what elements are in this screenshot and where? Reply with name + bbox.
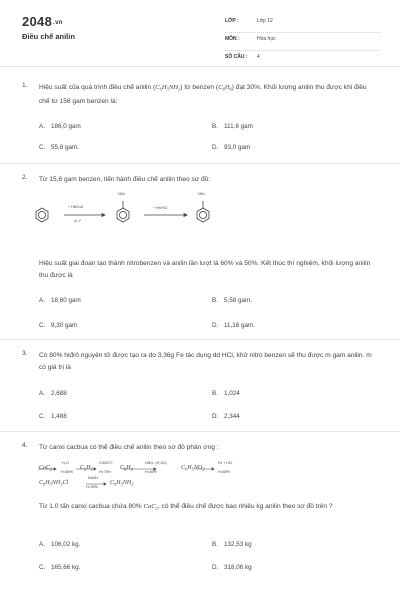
question-number: 4. [22,442,28,449]
question-text-continued: Từ 1,0 tấn canxi cacbua chứa 80% CaC$_2$, có thể điều chế được bao nhiêu kg anilin theo sơ đồ trên ? [39,503,333,511]
nitro-group-label: NO2 [118,192,126,196]
question-separator [0,339,400,340]
option-d[interactable]: D. 2,344 [212,413,240,420]
meta-value: Hóa học [257,36,276,42]
question-text: Hiệu suất của quá trình điều chế anilin $(C_6H_5NH_2)$ từ benzen $(C_6H_6)$ đạt 30%. Khối lượng anilin thu được khi điều chế từ 156 gam benzen là: [39,84,367,105]
meta-row-class [225,15,380,33]
header-divider [0,66,400,67]
document-title: Điều chế anilin [22,32,75,41]
step2-reagent: + Fe/HCl [153,206,168,210]
question-separator [0,163,400,164]
question-number: 2. [22,174,28,181]
option-a[interactable]: A. 106,02 kg. [39,541,81,548]
question-text: Từ 15,6 gam benzen, tiến hành điều chế anilin theo sơ đồ: [39,176,211,183]
option-a[interactable]: A. 2,688 [39,390,67,397]
meta-label: SỐ CÂU : [225,54,248,60]
option-b[interactable]: B. 111,6 gam [212,123,253,130]
meta-label: MÔN : [225,36,240,42]
option-b[interactable]: B. 1,024 [212,390,240,397]
option-d[interactable]: D. 93,0 gam [212,144,251,151]
step1-reagent: + HNO3đ [68,205,83,209]
meta-row-subject [225,33,380,51]
option-c[interactable]: C. 9,30 gam [39,322,78,329]
meta-panel [225,15,380,68]
option-b[interactable]: B. 5,58 gam. [212,297,253,304]
option-b[interactable]: B. 132,53 kg [212,541,252,548]
meta-value: Lớp 12 [257,18,273,24]
question-number: 3. [22,350,28,357]
option-c[interactable]: C. 55,8 gam. [39,144,80,151]
option-a[interactable]: A. 18,60 gam [39,297,81,304]
benzene-to-aniline-scheme [22,190,212,232]
question-separator [0,431,400,432]
question-number: 1. [22,82,28,89]
nitrobenzene-ring-icon [117,208,129,222]
option-a[interactable]: A. 186,0 gam [39,123,81,130]
amino-group-label: NH2 [198,192,205,196]
benzene-ring-icon [36,208,48,222]
question-text-continued: Hiệu suất giai đoạn tạo thành nitrobenzen và anilin lần lượt là 60% và 50%. Kết thúc thí nghiệm, khối lượng anilin thu được là [39,260,371,279]
question-text: Từ canxi cacbua có thể điều chế anilin theo sơ đồ phản ứng : [39,444,219,451]
meta-label: LỚP : [225,18,239,24]
aniline-ring-icon [197,208,209,222]
question-text: Có 80% hiđrô nguyên tử được tạo ra do 3,36g Fe tác dụng dd HCl, khử nitro benzen sẽ thu được m gam anilin. m có giá trị là [39,352,372,371]
option-d[interactable]: D. 11,16 gam. [212,322,256,329]
option-c[interactable]: C. 1,488 [39,413,67,420]
site-logo[interactable]: 2048.vn [22,14,63,29]
option-d[interactable]: D. 318,06 kg [212,564,252,571]
step1-condition: xt, t° [74,219,82,223]
page-header [0,0,400,68]
option-c[interactable]: C. 165,66 kg. [39,564,81,571]
meta-value: 4 [257,54,260,60]
